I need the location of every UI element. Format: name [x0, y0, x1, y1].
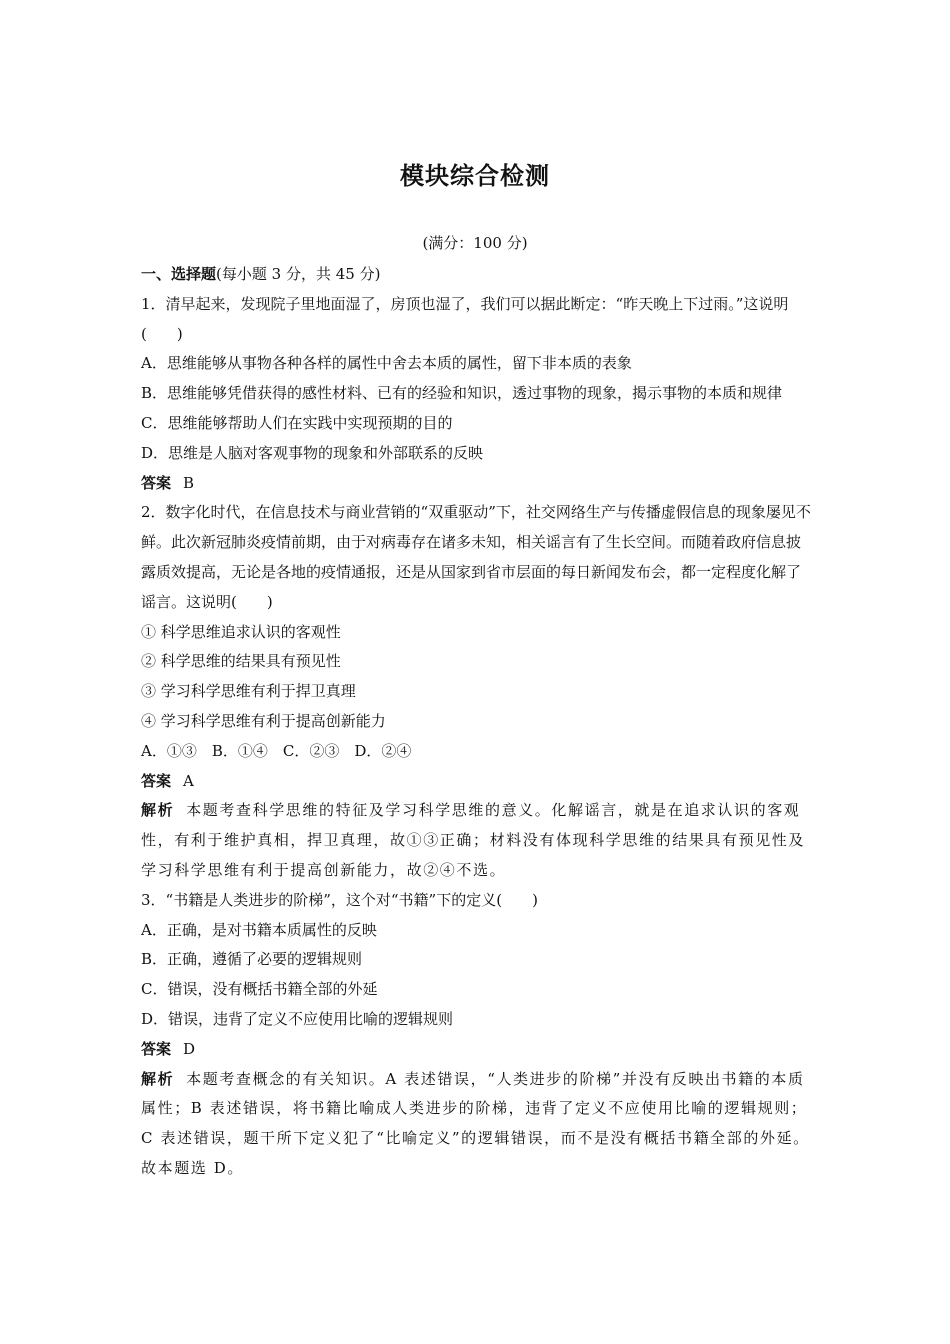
q3-answer-label: 答案: [141, 1039, 172, 1058]
q1-option-d: D．思维是人脑对客观事物的现象和外部联系的反映: [141, 443, 484, 462]
q2-explanation: [141, 796, 813, 885]
section-heading: [141, 260, 813, 290]
q3-explanation-text: 本题考查概念的有关知识。A 表述错误，“人类进步的阶梯”并没有反映出书籍的本质属性；B 表述错误，将书籍比喻成人类进步的阶梯，违背了定义不应使用比喻的逻辑规则；C 表述错误，题干所下定义犯了“比喻定义”的逻辑错误，而不是没有概括书籍全部的外延。故本题选 D。: [141, 1069, 810, 1177]
q2-stem: 2．数字化时代，在信息技术与商业营销的“双重驱动”下，社交网络生产与传播虚假信息的现象屡见不鲜。此次新冠肺炎疫情前期，由于对病毒存在诸多未知，相关谣言有了生长空间。而随着政府信息披露质效提高，无论是各地的疫情通报，还是从国家到省市层面的每日新闻发布会，都一定程度化解了谣言。这说明( ): [141, 503, 811, 611]
q1-stem: 1．清早起来，发现院子里地面湿了，房顶也湿了，我们可以据此断定：“昨天晚上下过雨。”这说明( ): [141, 294, 789, 343]
q3-option-b: B．正确，遵循了必要的逻辑规则: [141, 950, 363, 969]
q1-answer: [141, 469, 813, 499]
score-note: (满分：100 分): [422, 234, 528, 252]
q2-explanation-text: 本题考查科学思维的特征及学习科学思维的意义。化解谣言，就是在追求认识的客观性，有利于维护真相，捍卫真理，故①③正确；材料没有体现科学思维的结果具有预见性及学习科学思维有利于提高创新能力，故②④不选。: [141, 801, 806, 879]
q3-stem: 3．“书籍是人类进步的阶梯”，这个对“书籍”下的定义( ): [141, 890, 538, 909]
q3-option-a: A．正确，是对书籍本质属性的反映: [141, 920, 377, 939]
q3-explanation-label: 解析: [141, 1069, 175, 1088]
q3-answer-value: D: [183, 1039, 196, 1058]
q2-item-1: ① 科学思维追求认识的客观性: [141, 622, 341, 641]
q2-answer-label: 答案: [141, 771, 172, 790]
q1-option-b: B．思维能够凭借获得的感性材料、已有的经验和知识，透过事物的现象，揭示事物的本质和规律: [141, 384, 783, 403]
q2-item-4: ④ 学习科学思维有利于提高创新能力: [141, 711, 386, 730]
q2-item-3: ③ 学习科学思维有利于捍卫真理: [141, 682, 356, 701]
q1-answer-value: B: [183, 473, 195, 492]
section-heading-label: 一、选择题: [141, 265, 217, 283]
q2-answer-value: A: [183, 771, 194, 790]
q2-item-2: ② 科学思维的结果具有预见性: [141, 652, 341, 671]
page-title: 模块综合检测: [400, 162, 550, 190]
q3-option-c: C．错误，没有概括书籍全部的外延: [141, 980, 378, 999]
q3-explanation: [141, 1065, 813, 1184]
q3-option-d: D．错误，违背了定义不应使用比喻的逻辑规则: [141, 1009, 454, 1028]
section-heading-note: (每小题 3 分，共 45 分): [216, 265, 381, 283]
q2-answer: [141, 767, 813, 797]
q3-answer: [141, 1035, 813, 1065]
q2-explanation-label: 解析: [141, 801, 175, 820]
q1-answer-label: 答案: [141, 473, 172, 492]
q2-options: A．①③ B．①④ C．②③ D．②④: [141, 741, 412, 760]
question-list: [141, 260, 813, 1184]
q1-option-a: A．思维能够从事物各种各样的属性中舍去本质的属性，留下非本质的表象: [141, 354, 632, 373]
q1-option-c: C．思维能够帮助人们在实践中实现预期的目的: [141, 413, 453, 432]
